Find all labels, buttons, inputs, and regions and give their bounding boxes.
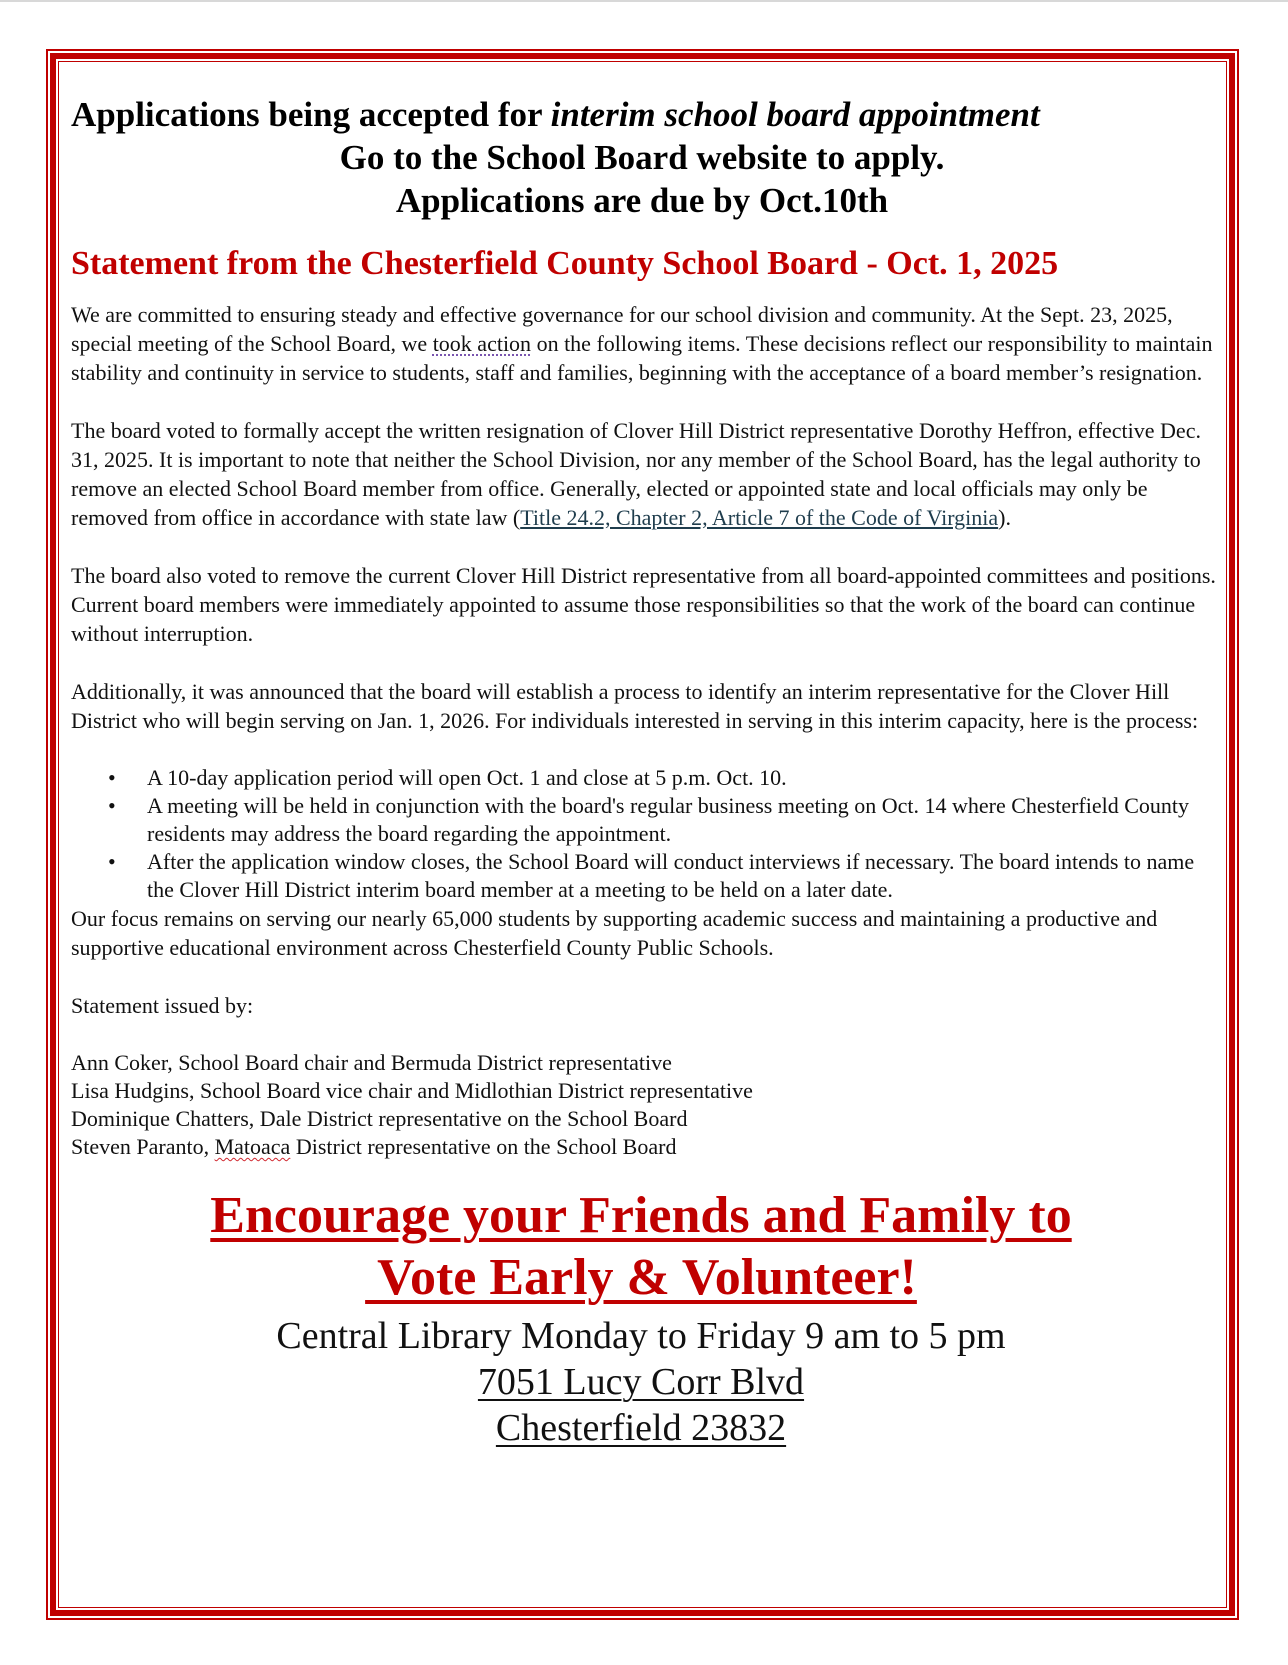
grammar-flagged-phrase[interactable]: took action bbox=[432, 331, 532, 356]
bullet-icon: • bbox=[108, 849, 116, 874]
headline-line-1-italic: interim school board appointment bbox=[550, 95, 1040, 134]
statement-paragraph-3: The board also voted to remove the current Clover Hill District representative from all board-appointed committees and positions. Current board members were immediately appointed to assume those responsibilities so that the work of the board can continue without interruption. bbox=[71, 563, 1216, 646]
signer-4-text-b: District representative on the School Board bbox=[290, 1134, 677, 1159]
voting-location bbox=[71, 1313, 1211, 1451]
callout-line-1: Encourage your Friends and Family to bbox=[210, 1187, 1072, 1244]
vote-early-callout bbox=[71, 1185, 1211, 1309]
location-street: 7051 Lucy Corr Blvd bbox=[477, 1361, 805, 1403]
application-headline bbox=[71, 93, 1221, 222]
headline-line-3: Applications are due by Oct.10th bbox=[395, 181, 889, 220]
statement-paragraph-4: Additionally, it was announced that the board will establish a process to identify an interim representative for the Clover Hill District who will begin serving on Jan. 1, 2026. For individuals interested in serving in this interim capacity, here is the process: bbox=[71, 679, 1199, 733]
paragraph-2-text-a: The board voted to formally accept the written resignation of Clover Hill District representative Dorothy Heffron, effective Dec. 31, 2025. It is important to note that neither the School Division, nor any member of the School Board, has the legal authority to remove an elected School Board member from office. Generally, elected or appointed state and local officials may only be removed from office in accordance with state law ( bbox=[71, 418, 1201, 530]
bullet-icon: • bbox=[108, 765, 116, 790]
location-city-zip: Chesterfield 23832 bbox=[495, 1407, 787, 1449]
headline-line-2: Go to the School Board website to apply. bbox=[339, 138, 945, 177]
paragraph-1-text-b: on the following items. These decisions reflect our responsibility to maintain stability and continuity in service to students, staff and families, beginning with the acceptance of a board member’s resignation. bbox=[71, 331, 1213, 385]
headline-line-1-prefix: Applications being accepted for bbox=[71, 95, 551, 134]
statement-paragraph-2 bbox=[71, 416, 1221, 532]
bullet-text: After the application window closes, the School Board will conduct interviews if necessary. The board intends to name the Clover Hill District interim board member at a meeting to be held on a later date. bbox=[147, 849, 1195, 902]
statement-title: Statement from the Chesterfield County School Board - Oct. 1, 2025 bbox=[71, 245, 1059, 282]
code-of-virginia-link[interactable]: Title 24.2, Chapter 2, Article 7 of the Code of Virginia bbox=[520, 505, 999, 530]
list-item bbox=[71, 792, 1221, 848]
statement-paragraph-1 bbox=[71, 300, 1221, 387]
signer-line: Lisa Hudgins, School Board vice chair and Midlothian District representative bbox=[71, 1078, 753, 1103]
location-street-line bbox=[71, 1359, 1211, 1405]
callout-line-2: Vote Early & Volunteer! bbox=[365, 1249, 917, 1306]
statement-issued-by-label: Statement issued by: bbox=[71, 993, 254, 1018]
signer-line: Dominique Chatters, Dale District representative on the School Board bbox=[71, 1106, 688, 1131]
spellcheck-flagged-word[interactable]: Matoaca bbox=[214, 1134, 291, 1159]
signer-list bbox=[71, 1049, 1221, 1161]
location-city-line bbox=[71, 1405, 1211, 1451]
flyer-content bbox=[71, 93, 1221, 1451]
signer-line bbox=[71, 1133, 1221, 1161]
list-item bbox=[71, 848, 1221, 904]
list-item bbox=[71, 764, 1221, 792]
bullet-text: A 10-day application period will open Oct. 1 and close at 5 p.m. Oct. 10. bbox=[147, 765, 787, 790]
bullet-text: A meeting will be held in conjunction with the board's regular business meeting on Oct. 14 where Chesterfield County residents may address the board regarding the appointment. bbox=[147, 793, 1190, 846]
signer-line: Ann Coker, School Board chair and Bermuda District representative bbox=[71, 1050, 672, 1075]
statement-paragraph-5: Our focus remains on serving our nearly 65,000 students by supporting academic success and maintaining a productive and supportive educational environment across Chesterfield County Public Schools. bbox=[71, 906, 1158, 960]
signer-4-text-a: Steven Paranto, bbox=[71, 1134, 215, 1159]
paragraph-1-text-a: We are committed to ensuring steady and effective governance for our school division and community. At the Sept. 23, 2025, special meeting of the School Board, we bbox=[71, 302, 1173, 356]
paragraph-2-text-b: ). bbox=[998, 505, 1011, 530]
headline-line-1 bbox=[71, 93, 1221, 136]
bullet-icon: • bbox=[108, 793, 116, 818]
location-hours: Central Library Monday to Friday 9 am to 5 pm bbox=[276, 1315, 1006, 1357]
top-edge-rule bbox=[0, 0, 1288, 2]
process-bullet-list bbox=[71, 764, 1221, 904]
